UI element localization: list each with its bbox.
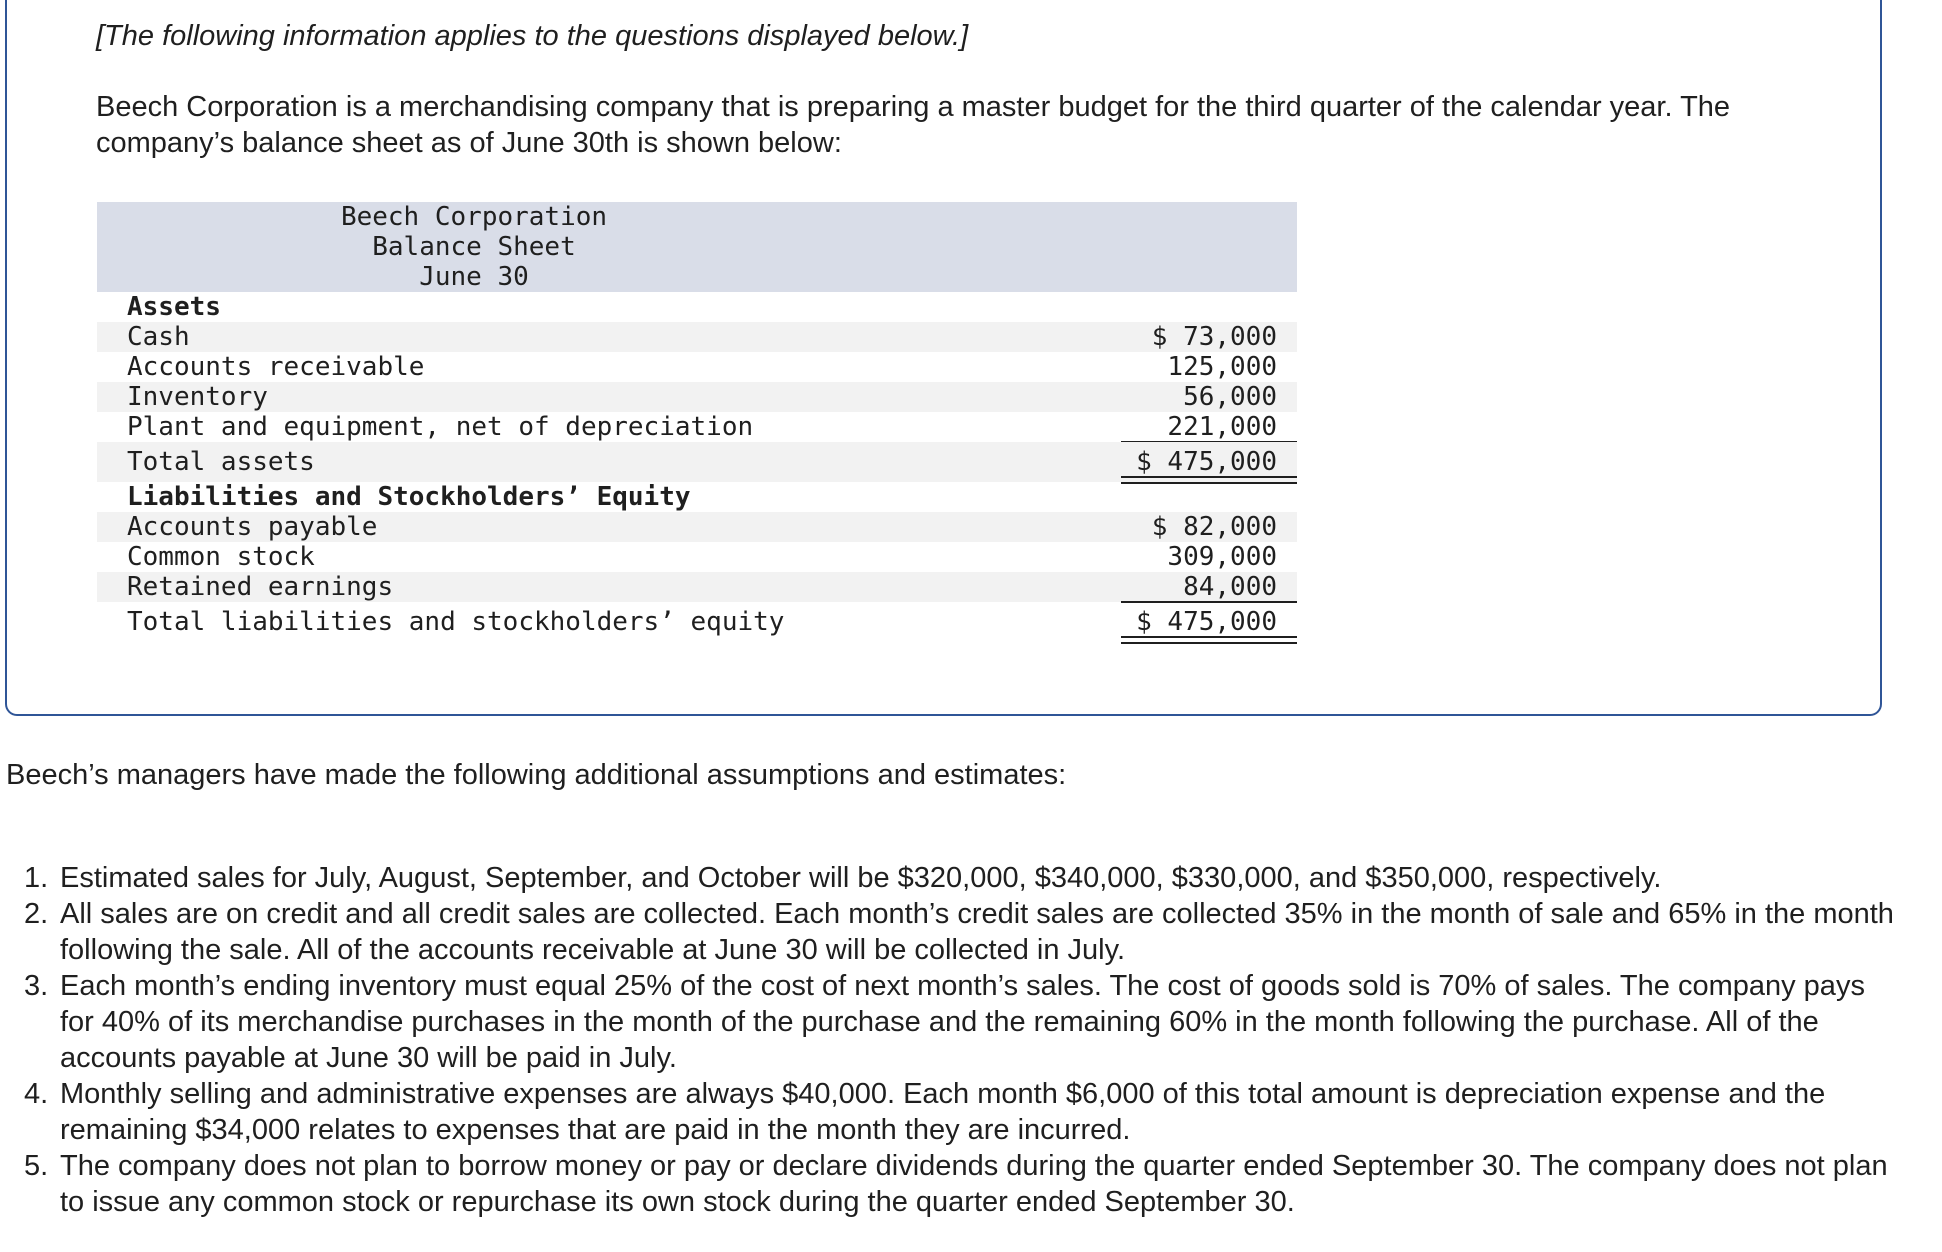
list-item-text: Estimated sales for July, August, September, and October will be $320,000, $340,000, $330,000, and $350,000, respectively.: [60, 862, 1662, 894]
list-item: [0, 896, 1900, 968]
row-amount: 56,000: [1183, 382, 1277, 412]
row-amount: $ 82,000: [1151, 512, 1277, 542]
assumptions-list: [0, 860, 1900, 1220]
info-panel: [5, 0, 1882, 716]
total-liabilities-amount: $ 475,000: [1136, 607, 1277, 637]
list-item-number: 3.: [24, 970, 49, 1002]
list-item-text: Monthly selling and administrative expenses are always $40,000. Each month $6,000 of this total amount is depreciation expense and the remaining $34,000 relates to expenses that are paid in the month they are incurred.: [60, 1078, 1826, 1146]
table-row: [97, 382, 1297, 412]
list-item: [0, 1076, 1900, 1148]
row-label: Accounts receivable: [127, 352, 425, 382]
balance-sheet-subtitle: Balance Sheet: [372, 232, 576, 262]
row-label: Cash: [127, 322, 190, 352]
list-item-number: 4.: [24, 1078, 49, 1110]
list-item-number: 1.: [24, 862, 49, 894]
row-label: Retained earnings: [127, 572, 394, 602]
table-row: [97, 322, 1297, 352]
liabilities-heading: Liabilities and Stockholders’ Equity: [127, 482, 691, 512]
total-assets-amount: $ 475,000: [1136, 447, 1277, 477]
table-row: [97, 352, 1297, 382]
row-amount: 125,000: [1167, 352, 1277, 382]
table-row: [97, 542, 1297, 572]
list-item: [0, 968, 1900, 1076]
total-assets-label: Total assets: [127, 447, 315, 477]
row-amount: 309,000: [1167, 542, 1277, 572]
list-item: [0, 860, 1900, 896]
total-double-rule: [1121, 636, 1297, 644]
intro-paragraph: Beech Corporation is a merchandising company that is preparing a master budget for the third quarter of the calendar year. The company’s balance sheet as of June 30th is shown below:: [96, 91, 1731, 159]
balance-sheet-date: June 30: [419, 262, 529, 292]
table-row: [97, 572, 1297, 602]
row-label: Inventory: [127, 382, 268, 412]
row-label: Plant and equipment, net of depreciation: [127, 412, 754, 442]
table-row: [97, 412, 1297, 442]
row-amount: 221,000: [1167, 412, 1277, 442]
assets-heading-row: [97, 292, 1297, 322]
table-row: [97, 512, 1297, 542]
assets-heading: Assets: [127, 292, 221, 322]
list-item-text: All sales are on credit and all credit sales are collected. Each month’s credit sales are collected 35% in the month of sale and 65% in the month following the sale. All of the accounts receivable at June 30 will be collected in July.: [60, 898, 1894, 966]
list-item-text: The company does not plan to borrow money or pay or declare dividends during the quarter ended September 30. The company does not plan to issue any common stock or repurchase its own stock during the quarter ended September 30.: [60, 1150, 1888, 1218]
assumptions-intro: Beech’s managers have made the following additional assumptions and estimates:: [6, 759, 1067, 791]
balance-sheet-header: [97, 202, 1297, 292]
row-label: Common stock: [127, 542, 315, 572]
row-amount: $ 73,000: [1151, 322, 1277, 352]
balance-sheet-table: [97, 202, 1297, 642]
list-item: [0, 1148, 1900, 1220]
balance-sheet-title: Beech Corporation: [340, 202, 608, 232]
row-amount: 84,000: [1183, 572, 1277, 602]
liabilities-heading-row: [97, 482, 1297, 512]
total-liabilities-label: Total liabilities and stockholders’ equity: [127, 607, 785, 637]
row-label: Accounts payable: [127, 512, 378, 542]
total-liabilities-row: [97, 602, 1297, 642]
intro-note: [The following information applies to the questions displayed below.]: [96, 20, 969, 52]
total-assets-row: [97, 442, 1297, 482]
list-item-number: 5.: [24, 1150, 49, 1182]
list-item-number: 2.: [24, 898, 49, 930]
list-item-text: Each month’s ending inventory must equal 25% of the cost of next month’s sales. The cost of goods sold is 70% of sales. The company pays for 40% of its merchandise purchases in the month of the purchase and the remaining 60% in the month following the purchase. All of the accounts payable at June 30 will be paid in July.: [60, 970, 1865, 1074]
